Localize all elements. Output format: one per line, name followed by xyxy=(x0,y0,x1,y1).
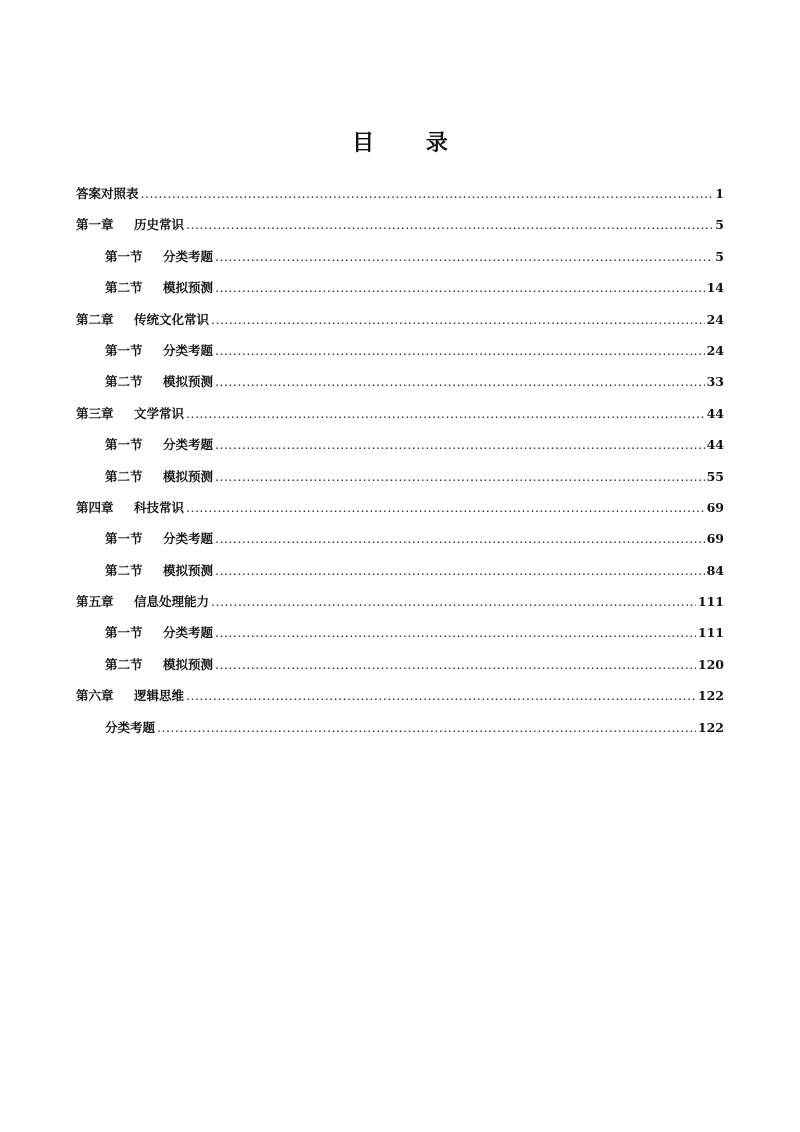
toc-entry-page-number: 69 xyxy=(706,531,724,547)
toc-entry[interactable] xyxy=(76,555,724,586)
toc-entry-number: 第四章 xyxy=(76,499,114,515)
toc-entry-label: 分类考题 xyxy=(163,437,214,453)
page-title: 目 录 xyxy=(352,131,470,156)
toc-entry-number: 第一节 xyxy=(105,248,143,264)
toc-entry-label: 分类考题 xyxy=(163,531,214,547)
toc-entry-page-number: 111 xyxy=(697,594,724,610)
toc-entry[interactable] xyxy=(76,523,724,554)
toc-entry[interactable] xyxy=(76,586,724,617)
toc-entry[interactable] xyxy=(76,366,724,397)
toc-entry[interactable] xyxy=(76,680,724,711)
toc-entry-number: 第二节 xyxy=(105,468,143,484)
toc-entry-number: 第二节 xyxy=(105,280,143,296)
toc-entry[interactable] xyxy=(76,617,724,648)
toc-entry-label: 模拟预测 xyxy=(163,656,214,672)
toc-entry-number: 第二节 xyxy=(105,656,143,672)
toc-dot-leader xyxy=(186,209,713,240)
toc-entry-page-number: 5 xyxy=(715,248,724,264)
toc-entry-label: 信息处理能力 xyxy=(134,594,210,610)
toc-entry-page-number: 14 xyxy=(706,280,724,296)
toc-entry-label: 模拟预测 xyxy=(163,374,214,390)
toc-dot-leader xyxy=(215,649,696,680)
toc-entry[interactable] xyxy=(76,429,724,460)
toc-entry[interactable] xyxy=(76,272,724,303)
toc-entry-number: 第一节 xyxy=(105,342,143,358)
toc-entry-number: 第一节 xyxy=(105,625,143,641)
toc-entry-label: 逻辑思维 xyxy=(134,688,185,704)
toc-entry-label: 分类考题 xyxy=(163,625,214,641)
toc-entry-label: 分类考题 xyxy=(163,248,214,264)
toc-dot-leader xyxy=(215,555,705,586)
toc-entry-label: 分类考题 xyxy=(105,719,156,735)
toc-entry[interactable] xyxy=(76,241,724,272)
toc-dot-leader xyxy=(186,398,705,429)
toc-entry-page-number: 122 xyxy=(697,719,724,735)
toc-entry-page-number: 44 xyxy=(706,437,724,453)
toc-entry[interactable] xyxy=(76,304,724,335)
toc-entry-page-number: 24 xyxy=(706,311,724,327)
toc-entry[interactable] xyxy=(76,712,724,743)
toc-entry[interactable] xyxy=(76,649,724,680)
toc-entry-label: 历史常识 xyxy=(134,217,185,233)
toc-entry-page-number: 44 xyxy=(706,405,724,421)
toc-entry-number: 第五章 xyxy=(76,594,114,610)
toc-entry-label: 模拟预测 xyxy=(163,280,214,296)
toc-entry-number: 第六章 xyxy=(76,688,114,704)
toc-entry-number: 第一章 xyxy=(76,217,114,233)
toc-entry-label: 模拟预测 xyxy=(163,468,214,484)
toc-dot-leader xyxy=(211,304,705,335)
toc-entry[interactable] xyxy=(76,398,724,429)
toc-entry-page-number: 69 xyxy=(706,499,724,515)
toc-entry-page-number: 1 xyxy=(715,186,724,201)
toc-entry-page-number: 5 xyxy=(715,217,724,233)
toc-dot-leader xyxy=(141,178,714,209)
toc-entry-number: 第一节 xyxy=(105,531,143,547)
toc-dot-leader xyxy=(215,272,705,303)
toc-entry-label: 模拟预测 xyxy=(163,562,214,578)
toc-dot-leader xyxy=(186,680,696,711)
toc-dot-leader xyxy=(215,523,705,554)
toc-entry[interactable] xyxy=(76,209,724,240)
toc-entry-label: 传统文化常识 xyxy=(134,311,210,327)
toc-entry-number: 第一节 xyxy=(105,437,143,453)
table-of-contents xyxy=(76,178,724,743)
toc-entry-number: 第二节 xyxy=(105,374,143,390)
toc-entry-page-number: 120 xyxy=(697,656,724,672)
toc-entry[interactable] xyxy=(76,178,724,209)
toc-dot-leader xyxy=(186,492,705,523)
toc-dot-leader xyxy=(215,429,705,460)
toc-entry-number: 第二章 xyxy=(76,311,114,327)
toc-entry-page-number: 122 xyxy=(697,688,724,704)
toc-entry-page-number: 55 xyxy=(706,468,724,484)
toc-entry-label: 科技常识 xyxy=(134,499,185,515)
toc-dot-leader xyxy=(215,617,696,648)
toc-entry-page-number: 111 xyxy=(697,625,724,641)
toc-dot-leader xyxy=(215,335,705,366)
toc-entry-page-number: 24 xyxy=(706,342,724,358)
toc-entry-page-number: 33 xyxy=(706,374,724,390)
toc-dot-leader xyxy=(215,366,705,397)
toc-entry-label: 答案对照表 xyxy=(76,186,139,201)
toc-entry-page-number: 84 xyxy=(706,562,724,578)
toc-entry-label: 分类考题 xyxy=(163,342,214,358)
toc-entry[interactable] xyxy=(76,461,724,492)
toc-entry-number: 第三章 xyxy=(76,405,114,421)
toc-entry-number: 第二节 xyxy=(105,562,143,578)
toc-dot-leader xyxy=(211,586,696,617)
toc-entry-label: 文学常识 xyxy=(134,405,185,421)
toc-dot-leader xyxy=(215,461,705,492)
toc-dot-leader xyxy=(157,712,696,743)
toc-dot-leader xyxy=(215,241,713,272)
toc-entry[interactable] xyxy=(76,492,724,523)
toc-entry[interactable] xyxy=(76,335,724,366)
